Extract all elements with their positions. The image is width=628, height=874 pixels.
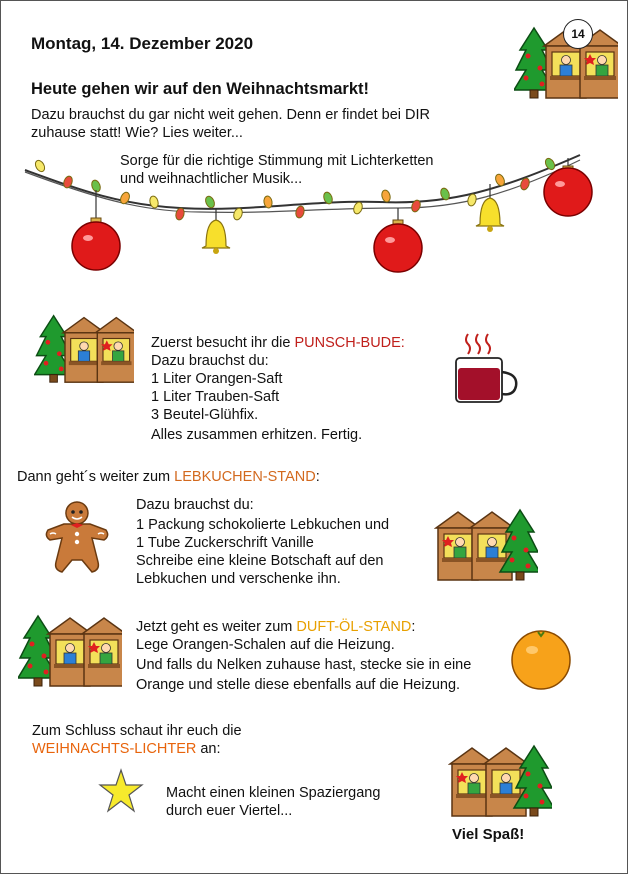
- market-booths-illustration-punsch: [34, 310, 134, 386]
- punsch-item: 3 Beutel-Glühfix.: [151, 407, 259, 423]
- mood-line-2: und weihnachtlicher Musik...: [120, 171, 303, 187]
- punsch-intro: [151, 334, 405, 352]
- walk-line-1: Macht einen kleinen Spaziergang: [166, 785, 381, 801]
- intro-line-2: zuhause statt! Wie? Lies weiter...: [31, 125, 243, 141]
- lichter-highlight: WEIHNACHTS-LICHTER: [32, 741, 197, 757]
- duft-line: Lege Orangen-Schalen auf die Heizung.: [136, 637, 395, 653]
- punsch-item: 1 Liter Trauben-Saft: [151, 389, 280, 405]
- lebkuchen-intro: [17, 468, 320, 486]
- lebkuchen-line: 1 Packung schokolierte Lebkuchen und: [136, 517, 390, 533]
- closing-text: Viel Spaß!: [452, 826, 525, 843]
- lebkuchen-highlight: LEBKUCHEN-STAND: [174, 469, 316, 485]
- lichter-suffix: an:: [196, 741, 221, 757]
- punsch-item: 1 Liter Orangen-Saft: [151, 371, 283, 387]
- duft-intro: [136, 618, 415, 636]
- lebkuchen-line: Schreibe eine kleine Botschaft auf den: [136, 553, 384, 569]
- lebkuchen-line: 1 Tube Zuckerschrift Vanille: [136, 535, 314, 551]
- gingerbread-man-icon: [42, 500, 112, 576]
- duft-intro-text: Jetzt geht es weiter zum: [136, 619, 297, 635]
- lebkuchen-line: Lebkuchen und verschenke ihn.: [136, 571, 341, 587]
- star-icon: [98, 768, 144, 814]
- intro-line-1: Dazu brauchst du gar nicht weit gehen. Denn er findet bei DIR: [31, 107, 430, 123]
- lichter-intro: Zum Schluss schaut ihr euch die: [32, 723, 242, 739]
- market-booths-illustration-lebkuchen: [434, 504, 538, 584]
- punsch-need: Dazu brauchst du:: [151, 353, 269, 369]
- walk-line-2: durch euer Viertel...: [166, 803, 293, 819]
- lebkuchen-colon: :: [315, 469, 320, 485]
- duft-line: Orange und stelle diese ebenfalls auf die Heizung.: [136, 677, 461, 693]
- punsch-finish: Alles zusammen erhitzen. Fertig.: [151, 427, 363, 443]
- light-chain-illustration: [20, 150, 610, 290]
- hot-punch-mug-icon: [446, 330, 522, 406]
- market-booths-illustration-duft: [18, 610, 122, 690]
- orange-fruit-icon: [508, 626, 574, 692]
- mood-line-1: Sorge für die richtige Stimmung mit Lichterketten: [120, 153, 434, 169]
- duft-colon: :: [411, 619, 416, 635]
- market-booths-illustration-lichter: [448, 740, 552, 820]
- punsch-highlight: PUNSCH-BUDE:: [294, 335, 405, 351]
- date-heading: Montag, 14. Dezember 2020: [31, 34, 254, 53]
- duft-line: Und falls du Nelken zuhause hast, stecke sie in eine: [136, 657, 472, 673]
- page-number-badge: 14: [563, 19, 593, 49]
- main-heading: Heute gehen wir auf den Weihnachtsmarkt!: [31, 80, 370, 98]
- lebkuchen-intro-text: Dann geht´s weiter zum: [17, 469, 175, 485]
- duft-highlight: DUFT-ÖL-STAND: [296, 619, 412, 635]
- punsch-intro-text: Zuerst besucht ihr die: [151, 335, 295, 351]
- lichter-highlight-line: [32, 740, 221, 758]
- lebkuchen-need: Dazu brauchst du:: [136, 497, 254, 513]
